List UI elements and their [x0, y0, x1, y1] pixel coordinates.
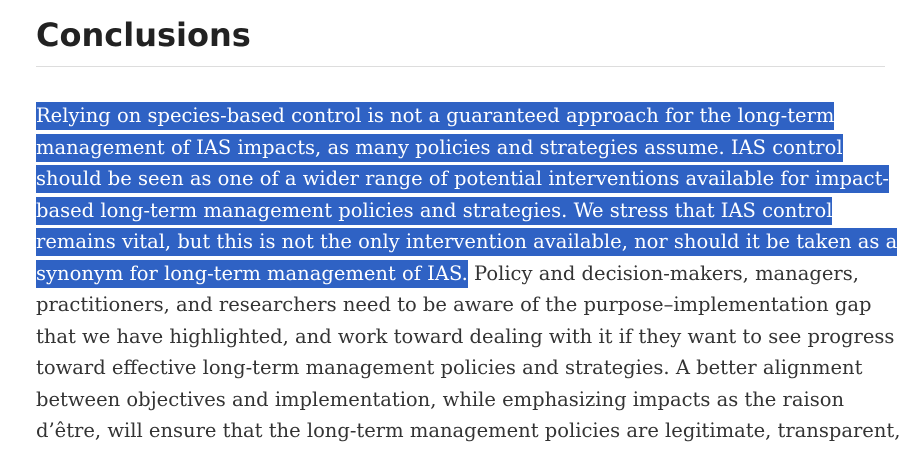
paragraph-line[interactable]: between objectives and implementation, while emphasizing impacts as the raison	[36, 387, 845, 411]
selected-text[interactable]: management of IAS impacts, as many policies and strategies assume. IAS control	[36, 134, 843, 162]
paragraph-line[interactable]	[36, 132, 885, 164]
selected-text[interactable]: remains vital, but this is not the only intervention available, nor should it be taken as a	[36, 228, 897, 256]
selected-text[interactable]: Relying on species-based control is not a guaranteed approach for the long-term	[36, 102, 834, 130]
conclusions-paragraph[interactable]	[36, 100, 901, 447]
unselected-text[interactable]: Policy and decision-makers, managers,	[467, 261, 859, 285]
paragraph-line[interactable]	[36, 100, 885, 132]
paragraph-line[interactable]: that we have highlighted, and work toward dealing with it if they want to see progress	[36, 324, 895, 348]
selected-text[interactable]: synonym for long-term management of IAS.	[36, 260, 468, 288]
paragraph-line[interactable]	[36, 163, 890, 195]
paragraph-line[interactable]: practitioners, and researchers need to be aware of the purpose–implementation gap	[36, 293, 872, 316]
section-heading: Conclusions	[36, 16, 251, 54]
paragraph-line[interactable]	[36, 226, 898, 258]
selected-text[interactable]: based long-term management policies and strategies. We stress that IAS control	[36, 197, 832, 225]
paragraph-line[interactable]: toward effective long-term management policies and strategies. A better alignment	[36, 356, 863, 379]
selected-text[interactable]: should be seen as one of a wider range of potential interventions available for impact-	[36, 165, 889, 193]
paragraph-line[interactable]	[36, 195, 885, 227]
paragraph-line[interactable]	[36, 258, 885, 290]
heading-divider	[36, 66, 885, 67]
paragraph-line[interactable]: d’être, will ensure that the long-term management policies are legitimate, transparent,	[36, 419, 901, 442]
